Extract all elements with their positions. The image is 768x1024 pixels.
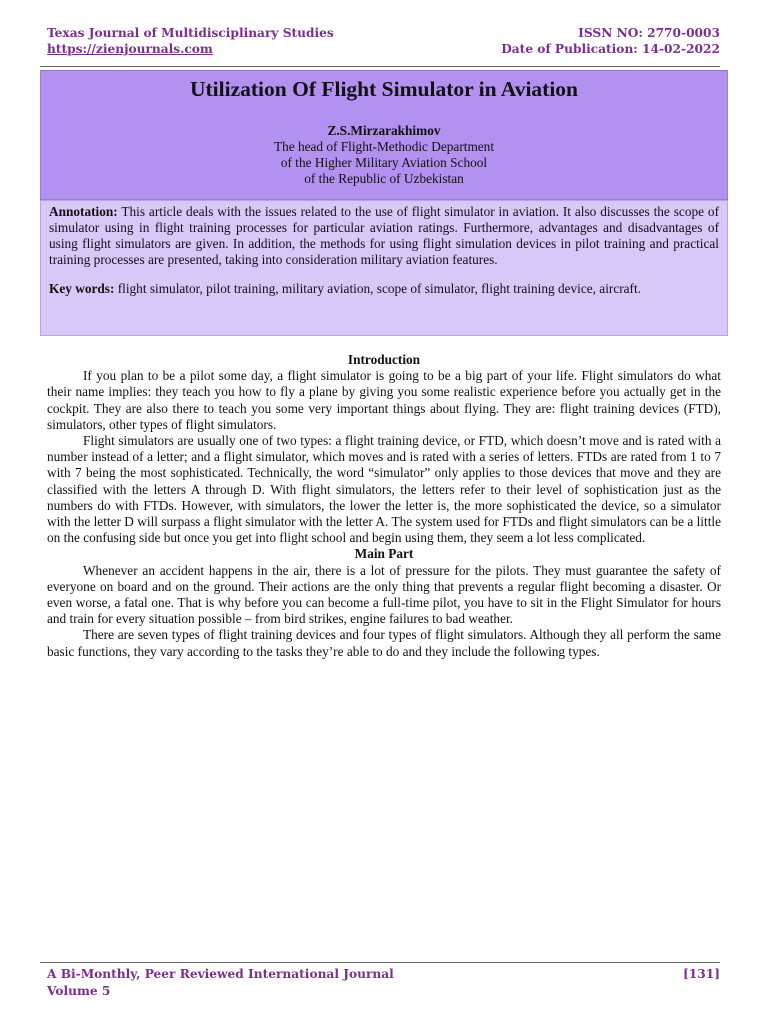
annotation-label: Annotation: bbox=[49, 204, 118, 219]
publication-date: Date of Publication: 14-02-2022 bbox=[501, 41, 720, 56]
journal-url-link[interactable]: https://zienjournals.com bbox=[47, 41, 213, 56]
keywords-label: Key words: bbox=[49, 281, 115, 296]
volume-label: Volume 5 bbox=[47, 984, 111, 998]
affiliation-line: of the Republic of Uzbekistan bbox=[304, 171, 464, 186]
page-number: [131] bbox=[683, 967, 720, 981]
annotation-paragraph bbox=[49, 204, 719, 268]
annotation-text: This article deals with the issues related to the use of flight simulator in aviation. It also discusses the scope of simulator using in flight training processes for particular aviation ratings. Furthermore, advantages and disadvantages of using flight simulators are given. In addition, the methods for using flight simulation devices in pilot training and practical training processes are presented, taking into consideration military aviation features. bbox=[49, 204, 719, 267]
issn-number: ISSN NO: 2770-0003 bbox=[578, 26, 720, 40]
body-paragraph: There are seven types of flight training devices and four types of flight simulators. Although they all perform the same basic functions, they vary according to the tasks they’re able to do and they include the following types. bbox=[47, 627, 721, 659]
page-header-left bbox=[47, 26, 334, 57]
journal-description: A Bi-Monthly, Peer Reviewed International Journal bbox=[47, 967, 394, 981]
footer-divider bbox=[40, 962, 720, 963]
article-title: Utilization Of Flight Simulator in Aviation bbox=[189, 77, 579, 101]
affiliation-line: of the Higher Military Aviation School bbox=[280, 155, 488, 170]
page-footer-left bbox=[47, 966, 394, 1000]
section-heading-main-part: Main Part bbox=[354, 546, 414, 562]
author-name: Z.S.Mirzarakhimov bbox=[327, 123, 441, 138]
body-paragraph: Whenever an accident happens in the air, there is a lot of pressure for the pilots. They must guarantee the safety of everyone on board and on the ground. Their actions are the only thing that prevents a regular flight becoming a disaster. Or even worse, a fatal one. That is why before you can become a full-time pilot, you have to sit in the Flight Simulator for hours and train for every situation possible – from bird strikes, engine failures to bad weather. bbox=[47, 562, 721, 627]
body-paragraph: If you plan to be a pilot some day, a flight simulator is going to be a big part of your life. Flight simulators do what their name implies: they teach you how to fly a plane by giving you some realistic experience before you actually get in the cockpit. They are also there to teach you some very important things about flying. They are: flight training devices (FTD), simulators, other types of flight simulators. bbox=[47, 368, 721, 432]
keywords-text: flight simulator, pilot training, military aviation, scope of simulator, flight training device, aircraft. bbox=[114, 281, 641, 296]
body-paragraph: Flight simulators are usually one of two types: a flight training device, or FTD, which doesn’t move and is rated with a number instead of a letter; and a flight simulator, which moves and is rated with a series of letters. FTDs are rated from 1 to 7 with 7 being the most sophisticated. Technically, the word “simulator” only applies to those devices that move and they are classified with the letters A through D. With flight simulators, the letters refer to their level of sophistication just as the numbers do with FTDs. However, with simulators, the lower the letter is, the more sophisticated the device, so a simulator with the letter D will surpass a flight simulator with the letter A. The system used for FTDs and flight simulators can be a little on the confusing side but once you get into flight school and begin using them, they seem a lot less complicated. bbox=[47, 433, 721, 546]
article-body bbox=[47, 352, 721, 660]
journal-name: Texas Journal of Multidisciplinary Studies bbox=[47, 26, 334, 40]
title-block bbox=[40, 70, 728, 200]
header-divider bbox=[40, 66, 720, 67]
keywords-paragraph bbox=[49, 281, 719, 297]
section-heading-introduction: Introduction bbox=[347, 352, 421, 367]
page-header-right bbox=[501, 26, 720, 57]
abstract-block bbox=[40, 200, 728, 336]
affiliation-line: The head of Flight-Methodic Department bbox=[273, 139, 495, 154]
